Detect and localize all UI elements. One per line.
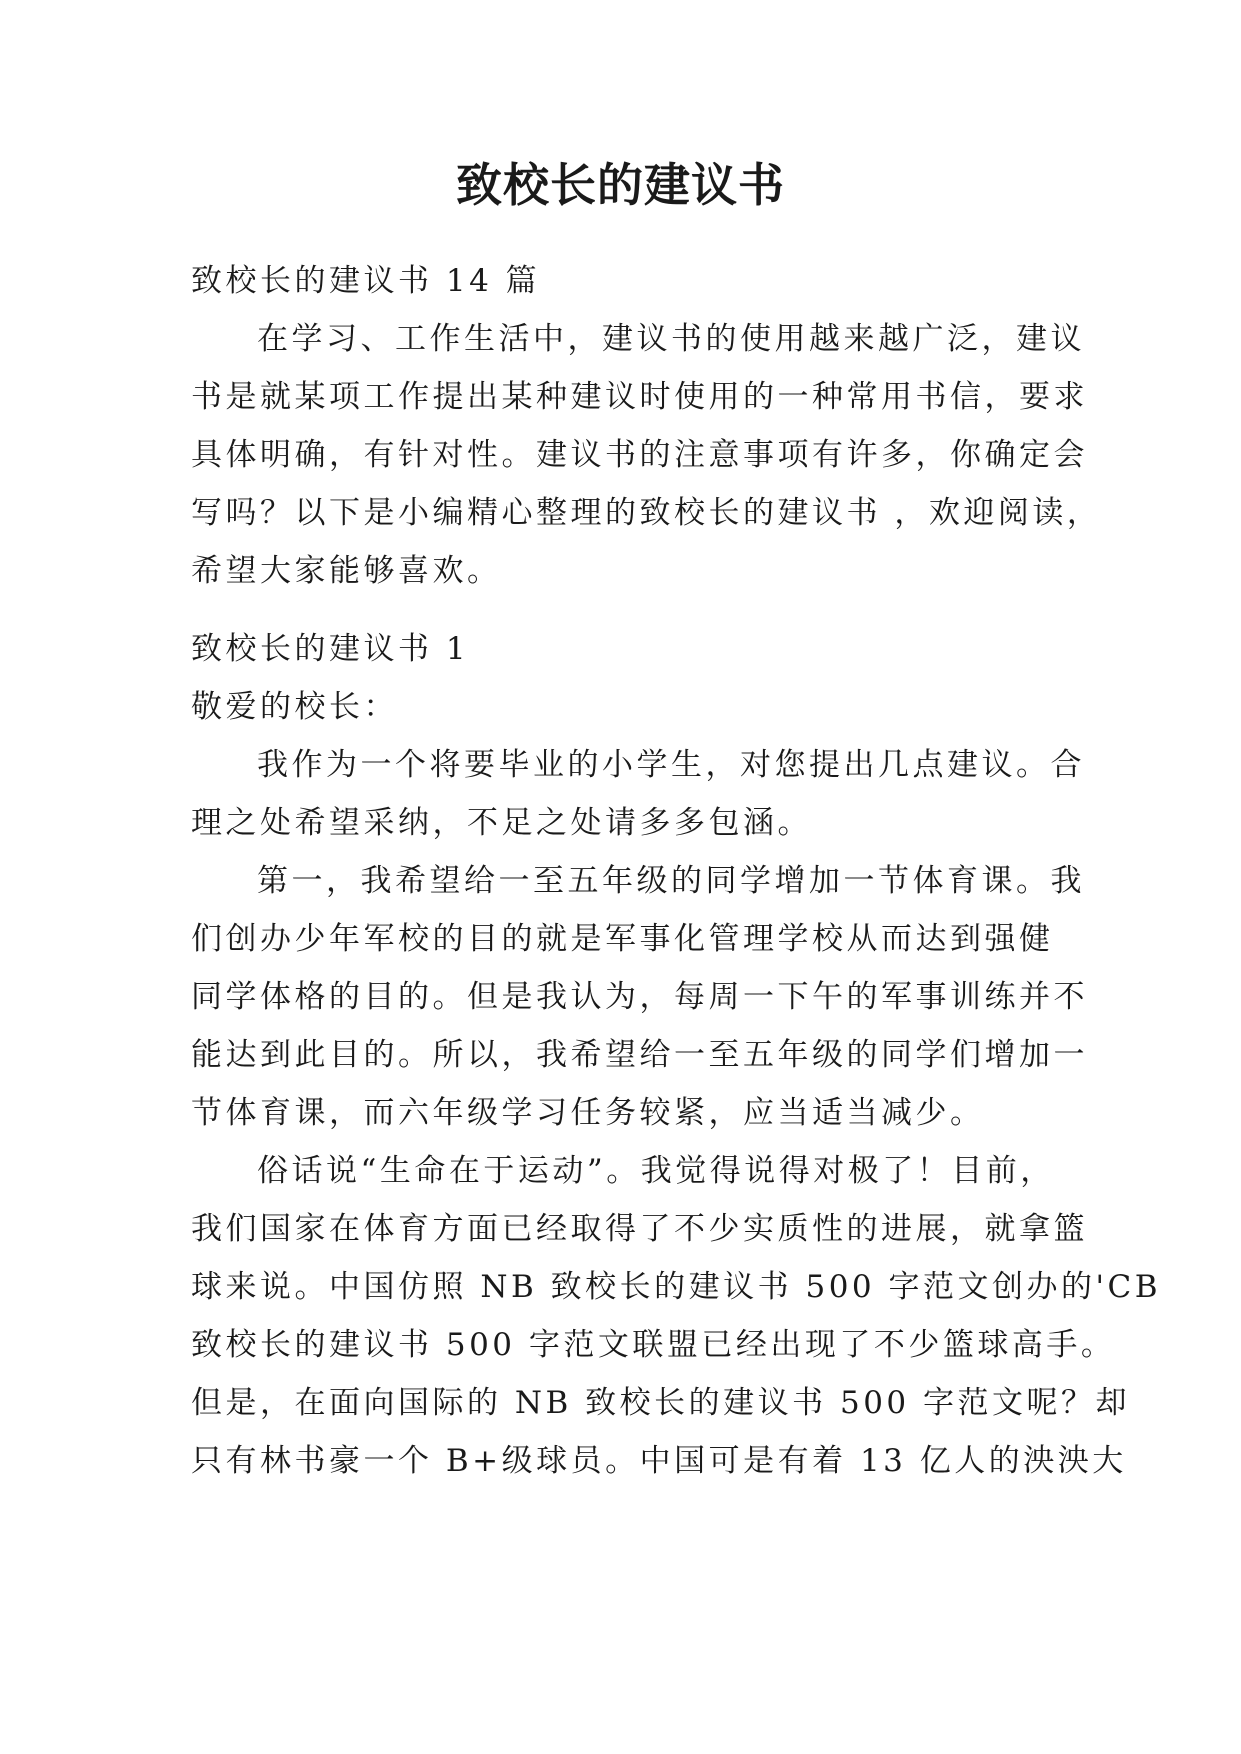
letter-paragraph-line: 能达到此目的。所以，我希望给一至五年级的同学们增加一 [191, 1037, 1088, 1073]
intro-paragraph-line: 在学习、工作生活中，建议书的使用越来越广泛，建议 [257, 321, 1085, 357]
intro-paragraph-line: 希望大家能够喜欢。 [191, 553, 502, 589]
letter-paragraph-line: 第一，我希望给一至五年级的同学增加一节体育课。我 [257, 863, 1085, 899]
letter-paragraph-line: 但是，在面向国际的 NB 致校长的建议书 500 字范文呢？却 [191, 1385, 1130, 1421]
intro-paragraph-line: 具体明确，有针对性。建议书的注意事项有许多，你确定会 [191, 437, 1088, 473]
letter-paragraph-line: 致校长的建议书 500 字范文联盟已经出现了不少篮球高手。 [191, 1327, 1116, 1363]
letter-paragraph-line: 我作为一个将要毕业的小学生，对您提出几点建议。合 [257, 747, 1085, 783]
intro-paragraph-line: 写吗？以下是小编精心整理的致校长的建议书 ，欢迎阅读， [191, 495, 1102, 531]
intro-paragraph-line: 书是就某项工作提出某种建议时使用的一种常用书信，要求 [191, 379, 1088, 415]
letter-paragraph-line: 理之处希望采纳，不足之处请多多包涵。 [191, 805, 812, 841]
letter-paragraph-line: 们创办少年军校的目的就是军事化管理学校从而达到强健 [191, 921, 1054, 957]
letter-paragraph-line: 节体育课，而六年级学习任务较紧，应当适当减少。 [191, 1095, 985, 1131]
intro-section [191, 252, 1102, 600]
letter-paragraph-line: 球来说。中国仿照 NB 致校长的建议书 500 字范文创办的'CB [191, 1269, 1162, 1305]
letter-salutation: 敬爱的校长： [191, 689, 398, 725]
letter-heading: 致校长的建议书 1 [191, 631, 470, 667]
letter-paragraph-line: 同学体格的目的。但是我认为，每周一下午的军事训练并不 [191, 979, 1088, 1015]
letter-section [191, 620, 1162, 1490]
letter-paragraph-line: 只有林书豪一个 B+级球员。中国可是有着 13 亿人的泱泱大 [191, 1443, 1127, 1479]
document-title: 致校长的建议书 [456, 158, 785, 212]
letter-paragraph-line: 我们国家在体育方面已经取得了不少实质性的进展，就拿篮 [191, 1211, 1088, 1247]
letter-paragraph-line: 俗话说“生命在于运动”。我觉得说得对极了！目前， [257, 1153, 1055, 1189]
intro-heading: 致校长的建议书 14 篇 [191, 263, 541, 299]
